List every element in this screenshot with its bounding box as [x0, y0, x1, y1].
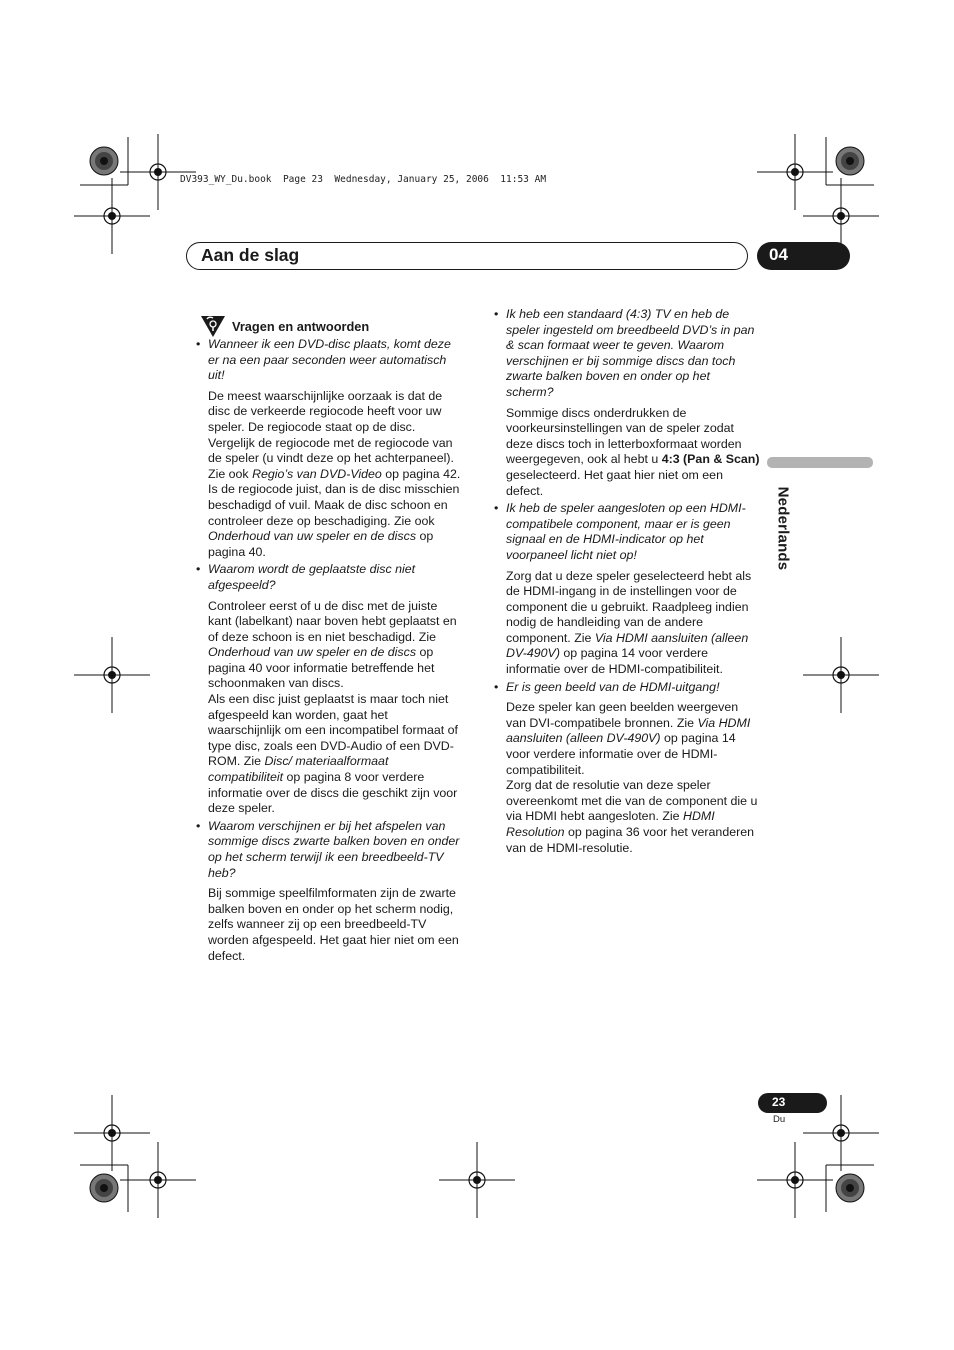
chapter-badge	[757, 242, 850, 270]
answer-paragraph	[208, 389, 462, 483]
right-column	[494, 307, 760, 856]
page-reference: Disc/ materiaalformaat compatibiliteit	[208, 754, 389, 785]
bullet: •	[196, 337, 201, 351]
page-reference: Via HDMI aansluiten (alleen DV-490V)	[506, 630, 749, 661]
answer-paragraph: Bij sommige speelfilmformaten zijn de zwarte balken boven en onder op het scherm nodig, zelfs wanneer zij op een breedbeeld-TV worden afgespeeld. Het gaat hier niet om een defect.	[208, 886, 459, 963]
page-reference: HDMI Resolution	[506, 809, 715, 839]
question-text: Wanneer ik een DVD-disc plaats, komt deze er na een paar seconden weer automatisch uit!	[208, 337, 451, 383]
chapter-number: 04	[769, 245, 788, 264]
question-1	[196, 337, 462, 384]
page-reference: Regio’s van DVD-Video	[252, 466, 382, 481]
answer-text: Controleer eerst of u de disc met de juiste kant (labelkant) naar boven hebt geplaatst en of deze schoon is en niet beschadigd. Zie	[208, 598, 457, 644]
crop-mark-bottom-left	[74, 1095, 196, 1218]
answer-text: Is de regiocode juist, dan is de disc misschien beschadigd of vuil. Maak de disc schoon en controleer deze op beschadiging. Zie ook	[208, 482, 460, 528]
answer-text: Zorg dat u deze speler geselecteerd hebt als de HDMI-ingang in de instellingen voor de component die u gebruikt. Raadpleeg indien nodig de handleiding van de andere component. Zie	[506, 568, 752, 645]
answer-text: Sommige discs onderdrukken de voorkeursinstellingen van de speler zodat deze discs toch in letterboxformaat worden weergegeven, ook al hebt u	[506, 405, 742, 467]
answer-paragraph	[506, 778, 760, 856]
page-language-code: Du	[773, 1114, 786, 1125]
print-header: DV393_WY_Du.book Page 23 Wednesday, January 25, 2006 11:53 AM	[180, 174, 547, 185]
answer-paragraph	[208, 692, 462, 817]
answer-text: Als een disc juist geplaatst is maar toch niet afgespeeld kan worden, gaat het waarschijnlijk om een incompatibel formaat of type disc, zoals een DVD-Audio of een DVD-ROM. Zie	[208, 692, 458, 769]
question-6	[494, 679, 760, 696]
question-4	[494, 307, 760, 401]
left-column	[196, 337, 462, 964]
answer-paragraph	[208, 482, 462, 560]
setting-name: 4:3 (Pan & Scan)	[661, 452, 760, 467]
answer-text: op pagina 14 voor verdere informatie over de HDMI-compatibiliteit.	[506, 731, 736, 777]
answer-text: op pagina 8 voor verdere informatie over de discs die geschikt zijn voor deze speler.	[208, 770, 458, 816]
question-text: Ik heb de speler aangesloten op een HDMI-compatibele component, maar er is geen signaal en de HDMI-indicator op het voorpaneel licht niet op!	[506, 501, 746, 562]
question-5	[494, 501, 760, 563]
crop-mark-top-right	[757, 134, 879, 254]
qa-heading: Vragen en antwoorden	[232, 319, 370, 334]
answer-paragraph	[208, 599, 462, 693]
answer-paragraph	[506, 406, 760, 500]
language-tab	[768, 478, 794, 588]
answer-text: Deze speler kan geen beelden weergeven van DVI-compatibele bronnen. Zie	[506, 700, 739, 730]
section-title-box	[186, 242, 748, 270]
answer-text: Zorg dat de resolutie van deze speler overeenkomt met die van de component die u via HDMI hebt aangesloten. Zie	[506, 778, 758, 824]
crop-mark-bottom-center	[439, 1142, 515, 1218]
question-2	[196, 562, 462, 593]
answer-text: op pagina 14 voor verdere informatie over de HDMI-compatibiliteit.	[506, 646, 723, 677]
page-reference: Onderhoud van uw speler en de discs	[208, 529, 417, 544]
language-label: Nederlands	[774, 486, 792, 571]
question-text: Er is geen beeld van de HDMI-uitgang!	[506, 679, 720, 694]
bullet: •	[196, 562, 201, 577]
bullet: •	[494, 501, 499, 516]
answer-text: geselecteerd. Het gaat hier niet om een defect.	[506, 467, 723, 498]
answer-text: De meest waarschijnlijke oorzaak is dat de disc de verkeerde regiocode heeft voor uw speler. De regiocode staat op de disc. Vergelijk de regiocode met de regiocode van de speler (u vindt deze op het achterpaneel). Zie ook	[208, 388, 454, 481]
page-number: 23	[772, 1095, 786, 1109]
answer-paragraph	[506, 569, 760, 678]
question-text: Ik heb een standaard (4:3) TV en heb de speler ingesteld om breedbeeld DVD’s in pan & scan formaat weer te geven. Waarom verschijnen er bij sommige discs dan toch zwarte balken boven en onder op het scherm?	[506, 307, 755, 399]
note-icon	[199, 312, 227, 338]
bullet: •	[196, 818, 201, 833]
question-text: Waarom wordt de geplaatste disc niet afgespeeld?	[208, 562, 416, 592]
page-reference: Onderhoud van uw speler en de discs	[208, 645, 417, 660]
language-tab-bar	[767, 457, 873, 468]
page-number-badge	[758, 1093, 827, 1113]
question-text: Waarom verschijnen er bij het afspelen van sommige discs zwarte balken boven en onder op het scherm terwijl ik een breedbeeld-TV heb?	[208, 818, 460, 880]
answer-text: op pagina 40.	[208, 529, 434, 559]
page-reference: Via HDMI aansluiten (alleen DV-490V)	[506, 715, 751, 746]
question-3	[196, 818, 462, 881]
answer-text: op pagina 40 voor informatie betreffende het schoonmaken van discs.	[208, 645, 435, 691]
answer-text: op pagina 42.	[381, 466, 461, 481]
section-title: Aan de slag	[201, 245, 300, 265]
bullet: •	[494, 679, 499, 694]
crop-mark-top-left	[74, 134, 196, 254]
bullet: •	[494, 307, 499, 321]
answer-paragraph	[506, 700, 760, 778]
answer-text: op pagina 36 voor het veranderen van de HDMI-resolutie.	[506, 825, 755, 855]
